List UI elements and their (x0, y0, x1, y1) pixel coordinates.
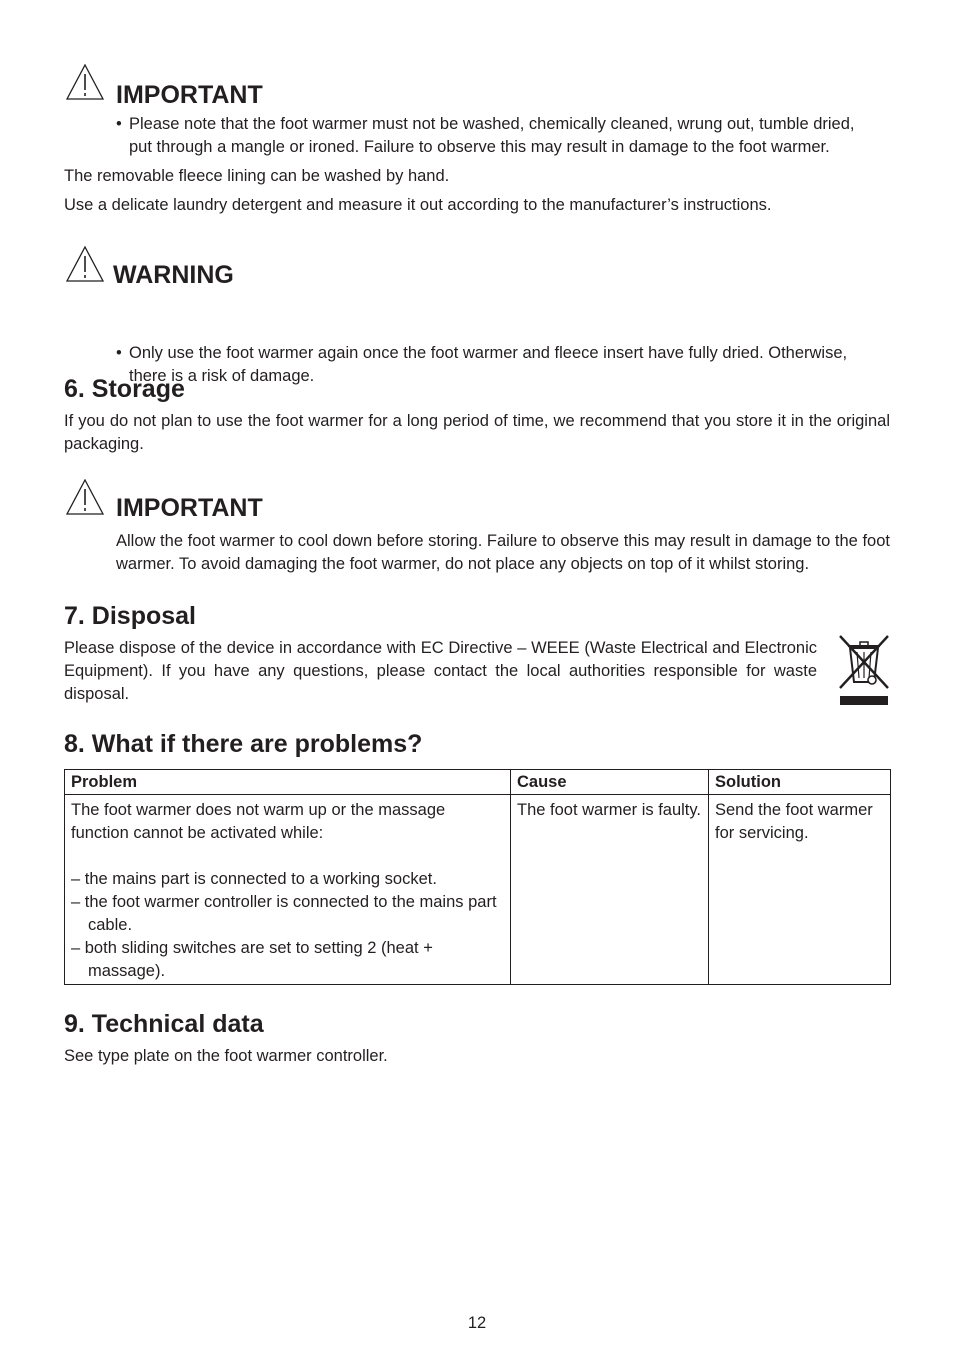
important-bullet-line-2: put through a mangle or ironed. Failure to observe this may result in damage to the foot warmer. (129, 138, 830, 156)
solution-cell: Send the foot warmer for servicing. (709, 795, 891, 985)
washing-para-2: Use a delicate laundry detergent and measure it out according to the manufacturer’s instructions. (64, 196, 772, 214)
important-text-2: Allow the foot warmer to cool down before storing. Failure to observe this may result in damage to the foot warmer. To avoid damaging the foot warmer, do not place any objects on top of it whilst storing. (116, 532, 890, 573)
problem-intro: The foot warmer does not warm up or the massage function cannot be activated while: (71, 801, 446, 842)
table-row (65, 795, 891, 985)
column-header-solution: Solution (709, 770, 891, 795)
problem-cell (65, 795, 511, 985)
warning-bullet-line-2: there is a risk of damage. (129, 367, 315, 385)
cause-cell: The foot warmer is faulty. (511, 795, 709, 985)
table-header-row (65, 770, 891, 795)
problems-heading: 8. What if there are problems? (64, 730, 423, 758)
technical-text: See type plate on the foot warmer controller. (64, 1047, 388, 1065)
important-bullet-1 (116, 113, 903, 159)
page-number: 12 (467, 1314, 487, 1332)
warning-title: WARNING (113, 261, 234, 289)
problem-item: – the mains part is connected to a working socket. (71, 870, 437, 888)
storage-heading: 6. Storage (64, 375, 185, 403)
problems-table (64, 769, 891, 985)
storage-text: If you do not plan to use the foot warmer for a long period of time, we recommend that you store it in the original packaging. (64, 412, 890, 453)
warning-triangle-icon (66, 64, 104, 100)
important-title-1: IMPORTANT (116, 81, 263, 109)
washing-para-1: The removable fleece lining can be washed by hand. (64, 167, 450, 185)
bullet-dot: • (116, 115, 122, 133)
bullet-dot: • (116, 344, 122, 362)
disposal-heading: 7. Disposal (64, 602, 196, 630)
problem-item: – both sliding switches are set to setting 2 (heat + massage). (71, 939, 433, 980)
warning-triangle-icon (66, 246, 104, 282)
disposal-text: Please dispose of the device in accordance with EC Directive – WEEE (Waste Electrical and Electronic Equipment). If you have any questions, please contact the local authorities responsible for waste disposal. (64, 639, 817, 703)
warning-bullet-line-1: Only use the foot warmer again once the foot warmer and fleece insert have fully dried. Otherwise, (129, 344, 848, 362)
important-title-2: IMPORTANT (116, 494, 263, 522)
crossed-out-wheelie-bin-icon (836, 632, 892, 708)
important-bullet-line-1: Please note that the foot warmer must not be washed, chemically cleaned, wrung out, tumble dried, (129, 115, 855, 133)
warning-triangle-icon (66, 479, 104, 515)
column-header-cause: Cause (511, 770, 709, 795)
technical-heading: 9. Technical data (64, 1010, 264, 1038)
problem-item: – the foot warmer controller is connected to the mains part cable. (71, 893, 497, 934)
warning-bullet (116, 342, 903, 388)
column-header-problem: Problem (65, 770, 511, 795)
